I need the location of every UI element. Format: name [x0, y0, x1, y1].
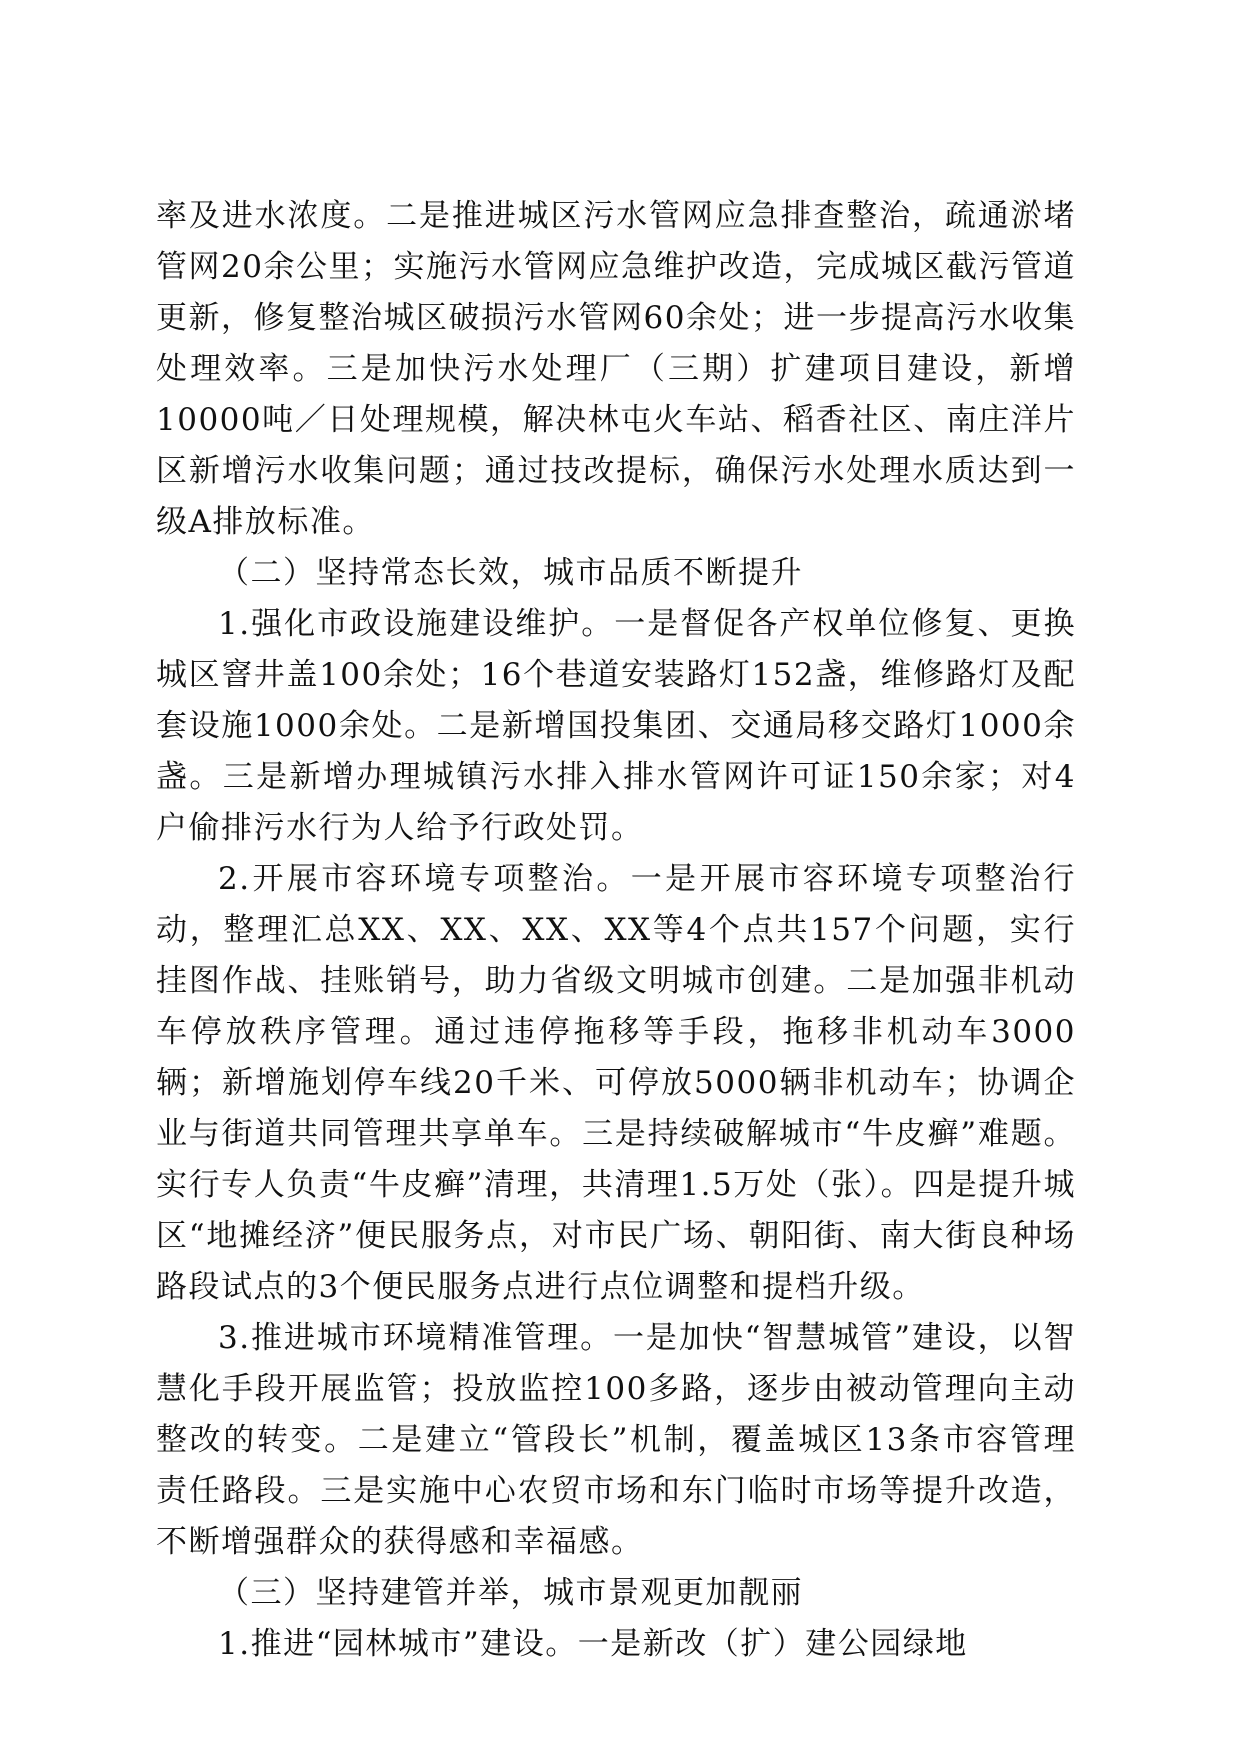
- section-heading-3: （三）坚持建管并举，城市景观更加靓丽: [218, 1575, 803, 1611]
- paragraph-municipal-facilities: 1.强化市政设施建设维护。一是督促各产权单位修复、更换城区窨井盖100余处；16个巷道安装路灯152盏，维修路灯及配套设施1000余处。二是新增国投集团、交通局移交路灯1000余盏。三是新增办理城镇污水排入排水管网许可证150余家；对4户偷排污水行为人给予行政处罚。: [156, 606, 1076, 846]
- document-body: [156, 191, 1076, 1670]
- paragraph-sewage-continuation: 率及进水浓度。二是推进城区污水管网应急排查整治，疏通淤堵管网20余公里；实施污水管网应急维护改造，完成城区截污管道更新，修复整治城区破损污水管网60余处；进一步提高污水收集处理效率。三是加快污水处理厂（三期）扩建项目建设，新增10000吨／日处理规模，解决林屯火车站、稻香社区、南庄洋片区新增污水收集问题；通过技改提标，确保污水处理水质达到一级A排放标准。: [156, 198, 1076, 540]
- section-heading-2: （二）坚持常态长效，城市品质不断提升: [218, 555, 803, 591]
- paragraph-garden-city: 1.推进“园林城市”建设。一是新改（扩）建公园绿地: [218, 1626, 968, 1662]
- paragraph-precise-management: 3.推进城市环境精准管理。一是加快“智慧城管”建设，以智慧化手段开展监管；投放监控100多路，逐步由被动管理向主动整改的转变。二是建立“管段长”机制，覆盖城区13条市容管理责任路段。三是实施中心农贸市场和东门临时市场等提升改造，不断增强群众的获得感和幸福感。: [156, 1320, 1076, 1560]
- paragraph-city-appearance: 2.开展市容环境专项整治。一是开展市容环境专项整治行动，整理汇总XX、XX、XX、XX等4个点共157个问题，实行挂图作战、挂账销号，助力省级文明城市创建。二是加强非机动车停放秩序管理。通过违停拖移等手段，拖移非机动车3000辆；新增施划停车线20千米、可停放5000辆非机动车；协调企业与街道共同管理共享单车。三是持续破解城市“牛皮癣”难题。实行专人负责“牛皮癣”清理，共清理1.5万处（张）。四是提升城区“地摊经济”便民服务点，对市民广场、朝阳街、南大街良种场路段试点的3个便民服务点进行点位调整和提档升级。: [156, 861, 1076, 1305]
